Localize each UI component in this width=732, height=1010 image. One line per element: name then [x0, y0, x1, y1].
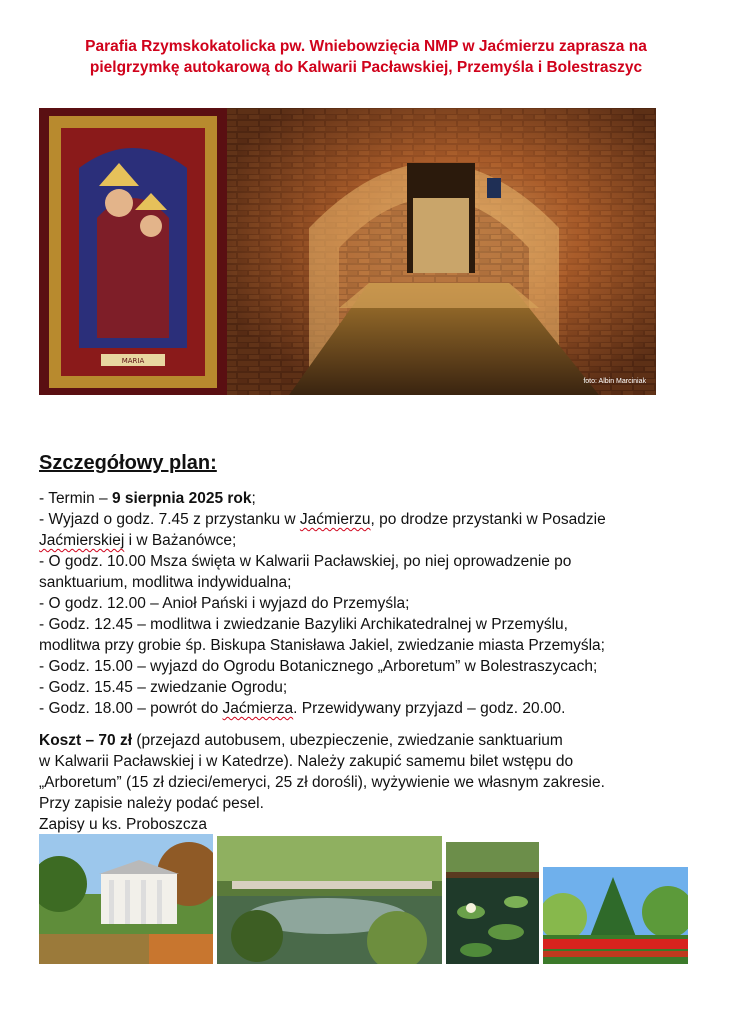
- plan-item-wyjazd-cont: Jaćmierskiej i w Bażanówce;: [39, 532, 237, 549]
- cost-line-3: „Arboretum” (15 zł dzieci/emeryci, 25 zł dorośli), wyżywienie we własnym zakresie.: [39, 774, 605, 791]
- icon-label: MARIA: [121, 357, 145, 365]
- plan-item-termin: - Termin – 9 sierpnia 2025 rok;: [39, 490, 256, 507]
- cost-line-4: Przy zapisie należy podać pesel.: [39, 795, 264, 812]
- title-line-2: pielgrzymkę autokarową do Kalwarii Pacławskiej, Przemyśla i Bolestraszyc: [89, 59, 643, 76]
- cost-line-2: w Kalwarii Pacławskiej i w Katedrze). Należy zakupić samemu bilet wstępu do: [39, 753, 574, 770]
- hero-photo: [39, 108, 656, 395]
- plan-item-aniol: - O godz. 12.00 – Anioł Pański i wyjazd do Przemyśla;: [39, 595, 410, 612]
- photo-credit: foto: Albin Marciniak: [583, 378, 646, 385]
- plan-item-bazylika-cont: modlitwa przy grobie śp. Biskupa Stanisława Jakiel, zwiedzanie miasta Przemyśla;: [39, 637, 605, 654]
- photo-pond: [217, 836, 442, 964]
- plan-item-bazylika: - Godz. 12.45 – modlitwa i zwiedzanie Bazyliki Archikatedralnej w Przemyślu,: [39, 616, 568, 633]
- title-line-1: Parafia Rzymskokatolicka pw. Wniebowzięcia NMP w Jaćmierzu zaprasza na: [85, 38, 647, 55]
- signup-note: Zapisy u ks. Proboszcza: [39, 816, 207, 833]
- page-title: [30, 36, 702, 78]
- plan-item-wyjazd: - Wyjazd o godz. 7.45 z przystanku w Jaćmierzu, po drodze przystanki w Posadzie: [39, 511, 606, 528]
- photo-manor: [39, 834, 213, 964]
- plan-list: [39, 488, 709, 719]
- cost-label: Koszt – 70 zł: [39, 732, 133, 749]
- cost-line-1: Koszt – 70 zł (przejazd autobusem, ubezpieczenie, zwiedzanie sanktuarium: [39, 732, 563, 749]
- plan-item-msza: - O godz. 10.00 Msza święta w Kalwarii Pacławskiej, po niej oprowadzenie po: [39, 553, 572, 570]
- plan-heading: Szczegółowy plan:: [39, 452, 217, 474]
- photo-waterlilies: [446, 842, 539, 964]
- plan-item-msza-cont: sanktuarium, modlitwa indywidualna;: [39, 574, 292, 591]
- photo-tulips: [543, 867, 688, 964]
- cost-section: [39, 730, 709, 835]
- plan-item-ogrod-zwiedzanie: - Godz. 15.45 – zwiedzanie Ogrodu;: [39, 679, 288, 696]
- plan-item-powrot: - Godz. 18.00 – powrót do Jaćmierza. Przewidywany przyjazd – godz. 20.00.: [39, 700, 566, 717]
- plan-item-ogrod-wyjazd: - Godz. 15.00 – wyjazd do Ogrodu Botanicznego „Arboretum” w Bolestraszycach;: [39, 658, 598, 675]
